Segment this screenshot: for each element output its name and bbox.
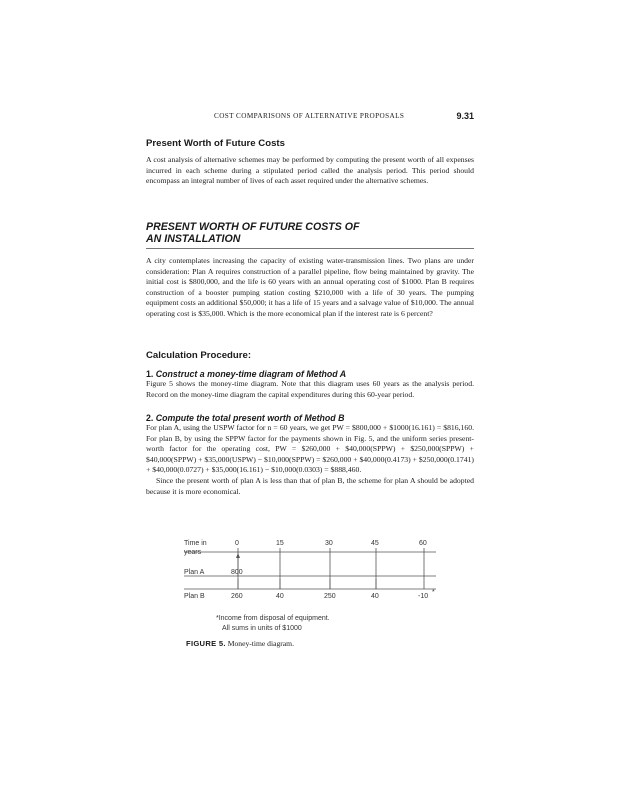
calculation-heading: Calculation Procedure: [146,350,252,361]
paragraph-text: Since the present worth of plan A is less than that of plan B, the scheme for plan A should be adopted because it is more economical. [146,475,474,496]
figure-note-units: All sums in units of $1000 [222,625,302,632]
figure-caption [186,639,294,648]
step-1-body [146,379,474,400]
year-label: 60 [419,540,427,547]
plan-a-label: Plan A [184,569,205,576]
page-number: 9.31 [456,111,474,121]
section-heading-present-worth: Present Worth of Future Costs [146,138,285,149]
plan-a-arrowhead [236,553,240,558]
salvage-asterisk: * [432,589,435,596]
paragraph-text: A city contemplates increasing the capacity of existing water-transmission lines. Two plans are under consideration: Plan A requires construction of a parallel pipeline, flow being maintained by gravity. The initial cost is $800,000, and the life is 60 years with an annual operating cost of $1000. Plan B requires construction of a booster pumping station costing $210,000 with a life of 30 years. The pumping equipment costs an additional $50,000; it has a life of 15 years and a salvage value of $10,000. The annual operating cost is $35,000. Which is the more economical plan if the interest rate is 6 percent? [146,256,474,318]
figure-caption-text: Money-time diagram. [227,639,294,648]
plan-b-value: 40 [276,593,284,600]
step-1-title: Construct a money-time diagram of Method A [155,369,347,379]
plan-b-value: 260 [231,593,243,600]
paragraph-text: Figure 5 shows the money-time diagram. Note that this diagram uses 60 years as the analysis period. Record on the money-time diagram the capital expenditures during this 60-year period. [146,379,474,399]
running-head: COST COMPARISONS OF ALTERNATIVE PROPOSALS [214,112,405,120]
step-2-number: 2. [146,413,154,423]
year-label: 30 [325,540,333,547]
problem-title-line-2: AN INSTALLATION [146,233,241,245]
paragraph-text: For plan A, using the USPW factor for n = 60 years, we get PW = $800,000 + $1000(16.161) = $816,160. For plan B, by using the SPPW factor for the payments shown in Fig. 5, and the uniform series present-worth factor for the operating cost, PW = $260,000 + $40,000(SPPW) + $250,000(SPPW) + $40,000(SPPW) + $35,000(USPW) − $10,000(SPPW) = $260,000 + $40,000(0.4173) + $250,000(0.1741) + $40,000(0.0727) + $35,000(16.161) − $10,000(0.0303) = $888,460. [146,423,474,475]
step-2-title: Compute the total present worth of Method B [155,413,345,423]
plan-b-value: 40 [371,593,379,600]
money-time-diagram [180,532,440,636]
page-header [146,112,474,126]
figure-caption-label: FIGURE 5. [186,639,226,648]
figure-note-disposal: *Income from disposal of equipment. [216,615,330,622]
step-2-heading [146,413,344,423]
time-label-line-2: years [184,549,202,556]
plan-b-label: Plan B [184,593,205,600]
step-2-body [146,423,474,497]
paragraph-text: A cost analysis of alternative schemes may be performed by computing the present worth of all expenses incurred in each scheme during a stipulated period called the analysis period. This period should encompass an integral number of lives of each asset required under the alternative schemes. [146,155,474,186]
step-1-number: 1. [146,369,154,379]
year-label: 0 [235,540,239,547]
year-label: 45 [371,540,379,547]
plan-a-value: 800 [231,569,243,576]
problem-title-line-1: PRESENT WORTH OF FUTURE COSTS OF [146,221,360,233]
step-1-heading [146,369,346,379]
section-paragraph-1 [146,155,474,187]
year-label: 15 [276,540,284,547]
problem-statement [146,256,474,320]
time-label-line-1: Time in [184,540,207,547]
plan-b-value: -10 [418,593,429,600]
problem-title [146,221,474,249]
plan-b-value: 250 [324,593,336,600]
